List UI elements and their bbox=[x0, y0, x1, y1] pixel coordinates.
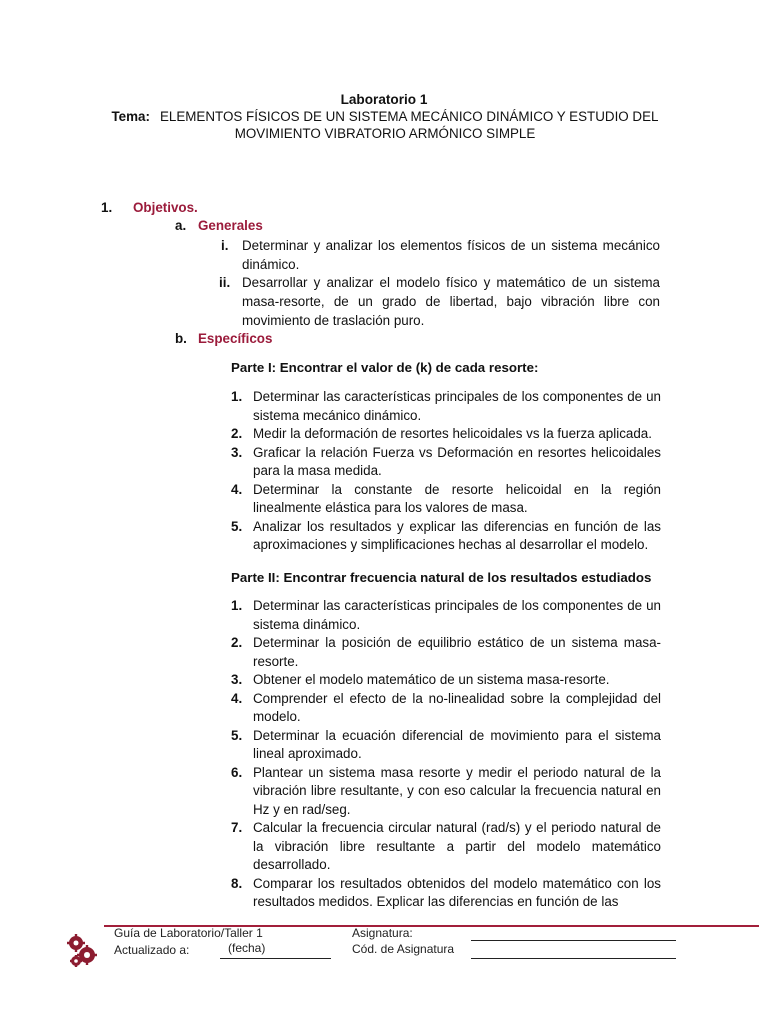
subsection-letter: a. bbox=[175, 218, 187, 233]
item-text: Determinar la constante de resorte helicoidal en la región linealmente elástica para los valores de masa. bbox=[253, 481, 661, 515]
list-item bbox=[231, 597, 661, 634]
list-item bbox=[231, 727, 661, 764]
item-text: Desarrollar y analizar el modelo físico y matemático de un sistema masa-resorte, de un grado de libertad, bajo vibración libre con movimiento de traslación puro. bbox=[242, 275, 660, 328]
item-text: Determinar la posición de equilibrio estático de un sistema masa-resorte. bbox=[253, 635, 661, 669]
subsection-title: Específicos bbox=[198, 331, 273, 346]
tema-block bbox=[90, 108, 680, 142]
footer-date-underline bbox=[220, 958, 331, 959]
generales-item bbox=[221, 236, 660, 274]
item-number: 5. bbox=[231, 518, 243, 534]
item-text: Comprender el efecto de la no-linealidad sobre la complejidad del modelo. bbox=[253, 690, 661, 724]
item-text: Analizar los resultados y explicar las diferencias en función de las aproximaciones y simplificaciones hechas al desarrollar el modelo. bbox=[253, 518, 661, 552]
subsection-title: Generales bbox=[198, 218, 263, 233]
item-number: ii. bbox=[219, 275, 231, 290]
item-number: 6. bbox=[231, 764, 243, 780]
list-item bbox=[231, 634, 661, 671]
gears-logo-icon bbox=[66, 930, 98, 968]
footer-subject-label: Asignatura: bbox=[352, 926, 413, 940]
item-number: 1. bbox=[231, 389, 243, 404]
part1-heading: Parte I: Encontrar el valor de (k) de cada resorte: bbox=[231, 360, 539, 375]
item-number: 4. bbox=[231, 481, 243, 497]
item-number: 7. bbox=[231, 820, 243, 835]
item-number: 3. bbox=[231, 444, 243, 460]
part2-heading: Parte II: Encontrar frecuencia natural de los resultados estudiados bbox=[231, 570, 652, 585]
subsection-generales bbox=[175, 218, 263, 233]
item-number: 8. bbox=[231, 875, 243, 891]
list-item bbox=[231, 481, 661, 518]
item-number: 1. bbox=[231, 598, 243, 613]
item-number: 2. bbox=[231, 635, 243, 650]
item-number: 2. bbox=[231, 426, 243, 441]
item-text: Graficar la relación Fuerza vs Deformación en resortes helicoidales para la masa medida. bbox=[253, 444, 661, 478]
subsection-especificos bbox=[175, 331, 272, 346]
footer-guide: Guía de Laboratorio/Taller 1 bbox=[114, 926, 263, 940]
section-objetivos-heading bbox=[101, 200, 198, 215]
item-text: Plantear un sistema masa resorte y medir el periodo natural de la vibración libre resultante, y con eso calcular la frecuencia natural en Hz y en rad/seg. bbox=[253, 764, 661, 817]
tema-text: ELEMENTOS FÍSICOS DE UN SISTEMA MECÁNICO DINÁMICO Y ESTUDIO DEL MOVIMIENTO VIBRATORIO ARMÓNICO SIMPLE bbox=[159, 109, 659, 141]
list-item bbox=[231, 819, 661, 875]
item-text: Determinar y analizar los elementos físicos de un sistema mecánico dinámico. bbox=[242, 238, 660, 272]
list-item bbox=[231, 388, 661, 425]
item-text: Determinar las características principales de los componentes de un sistema dinámico. bbox=[253, 598, 661, 632]
footer-code-label: Cód. de Asignatura bbox=[352, 942, 455, 956]
item-number: 4. bbox=[231, 690, 243, 706]
tema-label: Tema: bbox=[111, 109, 150, 124]
subsection-letter: b. bbox=[175, 331, 187, 346]
part1-list bbox=[231, 388, 661, 555]
item-text: Determinar las características principales de los componentes de un sistema mecánico dinámico. bbox=[253, 389, 661, 423]
list-item bbox=[231, 671, 661, 690]
item-text: Medir la deformación de resortes helicoidales vs la fuerza aplicada. bbox=[253, 426, 652, 441]
item-text: Determinar la ecuación diferencial de movimiento para el sistema lineal aproximado. bbox=[253, 727, 661, 761]
list-item bbox=[231, 875, 661, 912]
footer-updated-label: Actualizado a: bbox=[114, 943, 190, 957]
list-item bbox=[231, 425, 661, 444]
list-item bbox=[231, 690, 661, 727]
section-number: 1. bbox=[101, 200, 113, 215]
list-item bbox=[231, 444, 661, 481]
item-text: Obtener el modelo matemático de un sistema masa-resorte. bbox=[253, 672, 610, 687]
footer-code-underline bbox=[471, 958, 676, 959]
item-text: Comparar los resultados obtenidos del modelo matemático con los resultados medidos. Explicar las diferencias en función de las bbox=[253, 875, 661, 909]
generales-item bbox=[219, 273, 660, 330]
section-title: Objetivos. bbox=[133, 200, 198, 215]
item-number: 3. bbox=[231, 672, 243, 687]
list-item bbox=[231, 518, 661, 555]
item-number: 5. bbox=[231, 727, 243, 743]
item-number: i. bbox=[221, 238, 229, 253]
footer-updated-value: (fecha) bbox=[228, 941, 266, 955]
lab-title: Laboratorio 1 bbox=[340, 92, 428, 107]
item-text: Calcular la frecuencia circular natural (rad/s) y el periodo natural de la vibración libre resultante a partir del modelo matemático desarrollado. bbox=[253, 820, 661, 872]
list-item bbox=[231, 764, 661, 820]
part2-list bbox=[231, 597, 661, 912]
footer-subject-underline bbox=[471, 940, 676, 941]
